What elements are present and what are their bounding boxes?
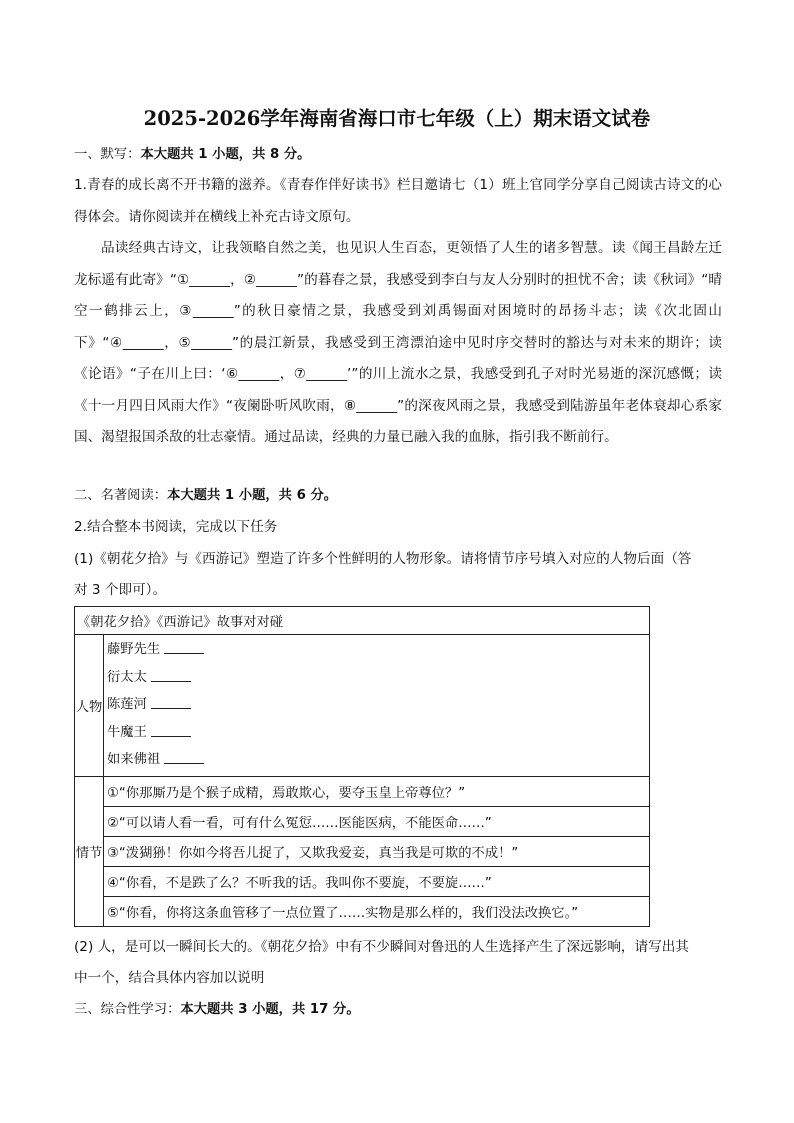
plot-row: ①“你那厮乃是个猴子成精，焉敢欺心，要夺玉皇上帝尊位？” xyxy=(104,776,650,806)
section-2-heading xyxy=(74,486,337,506)
plot-row: ③“泼猢狲！你如今将吾儿捉了，又欺我爱妾，真当我是可欺的不成！” xyxy=(104,836,650,866)
section-1-heading xyxy=(74,145,310,165)
answer-blank[interactable] xyxy=(164,639,204,654)
section-2-label: 二、名著阅读： xyxy=(74,488,168,503)
q2-part1-line1: (1)《朝花夕拾》与《西游记》塑造了许多个性鲜明的人物形象。请将情节序号填入对应的人物后面（答 xyxy=(74,551,692,567)
table-title: 《朝花夕拾》《西游记》故事对对碰 xyxy=(75,607,650,635)
section-1-label: 一、默写： xyxy=(74,147,141,162)
answer-blank[interactable] xyxy=(151,694,191,709)
plot-row: ②“可以请人看一看，可有什么冤愆……医能医病，不能医命……” xyxy=(104,806,650,836)
person-name: 衍太太 xyxy=(107,669,147,685)
answer-blank[interactable] xyxy=(151,722,191,737)
section-1-desc: 本大题共 1 小题，共 8 分。 xyxy=(140,147,311,162)
section-3-label: 三、综合性学习： xyxy=(74,1002,181,1017)
person-row[interactable] xyxy=(107,636,646,664)
person-row[interactable] xyxy=(107,746,646,774)
person-name: 藤野先生 xyxy=(107,642,161,657)
answer-blank[interactable] xyxy=(164,749,204,764)
q2-part2-line2: 中一个，结合具体内容加以说明 xyxy=(74,970,265,986)
person-name: 陈莲河 xyxy=(107,697,147,712)
matching-table xyxy=(74,606,650,927)
person-row[interactable] xyxy=(107,691,646,719)
page-title: 2025-2026学年海南省海口市七年级（上）期末语文试卷 xyxy=(143,107,651,130)
person-row[interactable] xyxy=(107,664,646,692)
q2-part1-line2: 对 3 个即可）。 xyxy=(74,582,167,598)
people-label: 人物 xyxy=(75,635,104,777)
plot-row: ⑤“你看，你将这条血管移了一点位置了……实物是那么样的，我们没法改换它。” xyxy=(104,896,650,926)
plots-label: 情节 xyxy=(75,776,104,926)
person-name: 如来佛祖 xyxy=(107,752,161,767)
answer-blank[interactable] xyxy=(151,667,191,682)
section-2-desc: 本大题共 1 小题，共 6 分。 xyxy=(167,488,338,503)
person-row[interactable] xyxy=(107,719,646,747)
section-3-heading xyxy=(74,1000,360,1020)
q2-stem: 2.结合整本书阅读，完成以下任务 xyxy=(74,519,278,535)
people-cell xyxy=(104,635,650,777)
q1-stem: 1.青春的成长离不开书籍的滋养。《青春作伴好读书》栏目邀请七（1）班上官同学分享自己阅读古诗文的心得体会。请你阅读并在横线上补充古诗文原句。 xyxy=(74,177,722,225)
section-3-desc: 本大题共 3 小题，共 17 分。 xyxy=(180,1002,360,1017)
plot-row: ④“你看，不是跌了么？不听我的话。我叫你不要旋，不要旋……” xyxy=(104,866,650,896)
q2-part2-line1: (2) 人，是可以一瞬间长大的。《朝花夕拾》中有不少瞬间对鲁迅的人生选择产生了深远影响，请写出其 xyxy=(74,939,689,955)
person-name: 牛魔王 xyxy=(107,724,147,740)
q1-passage: 品读经典古诗文，让我领略自然之美，也见识人生百态，更领悟了人生的诸多智慧。读《闻王昌龄左迁龙标遥有此寄》“①______，②______”的暮春之景，我感受到李白与友人分别时的担忧不舍；读《秋词》“晴空一鹤排云上，③______”的秋日豪情之景，我感受到刘禹锡面对困境时的昂扬斗志；读《次北固山下》“④______，⑤______”的晨江新景，我感受到王湾漂泊途中见时序交替时的豁达与对未来的期许；读《论语》“子在川上曰：‘⑥______，⑦______’”的川上流水之景，我感受到孔子对时光易逝的深沉感慨；读《十一月四日风雨大作》“夜阑卧听风吹雨，⑧______”的深夜风雨之景，我感受到陆游虽年老体衰却心系家国、渴望报国杀敌的壮志豪情。通过品读，经典的力量已融入我的血脉，指引我不断前行。 xyxy=(74,240,722,445)
